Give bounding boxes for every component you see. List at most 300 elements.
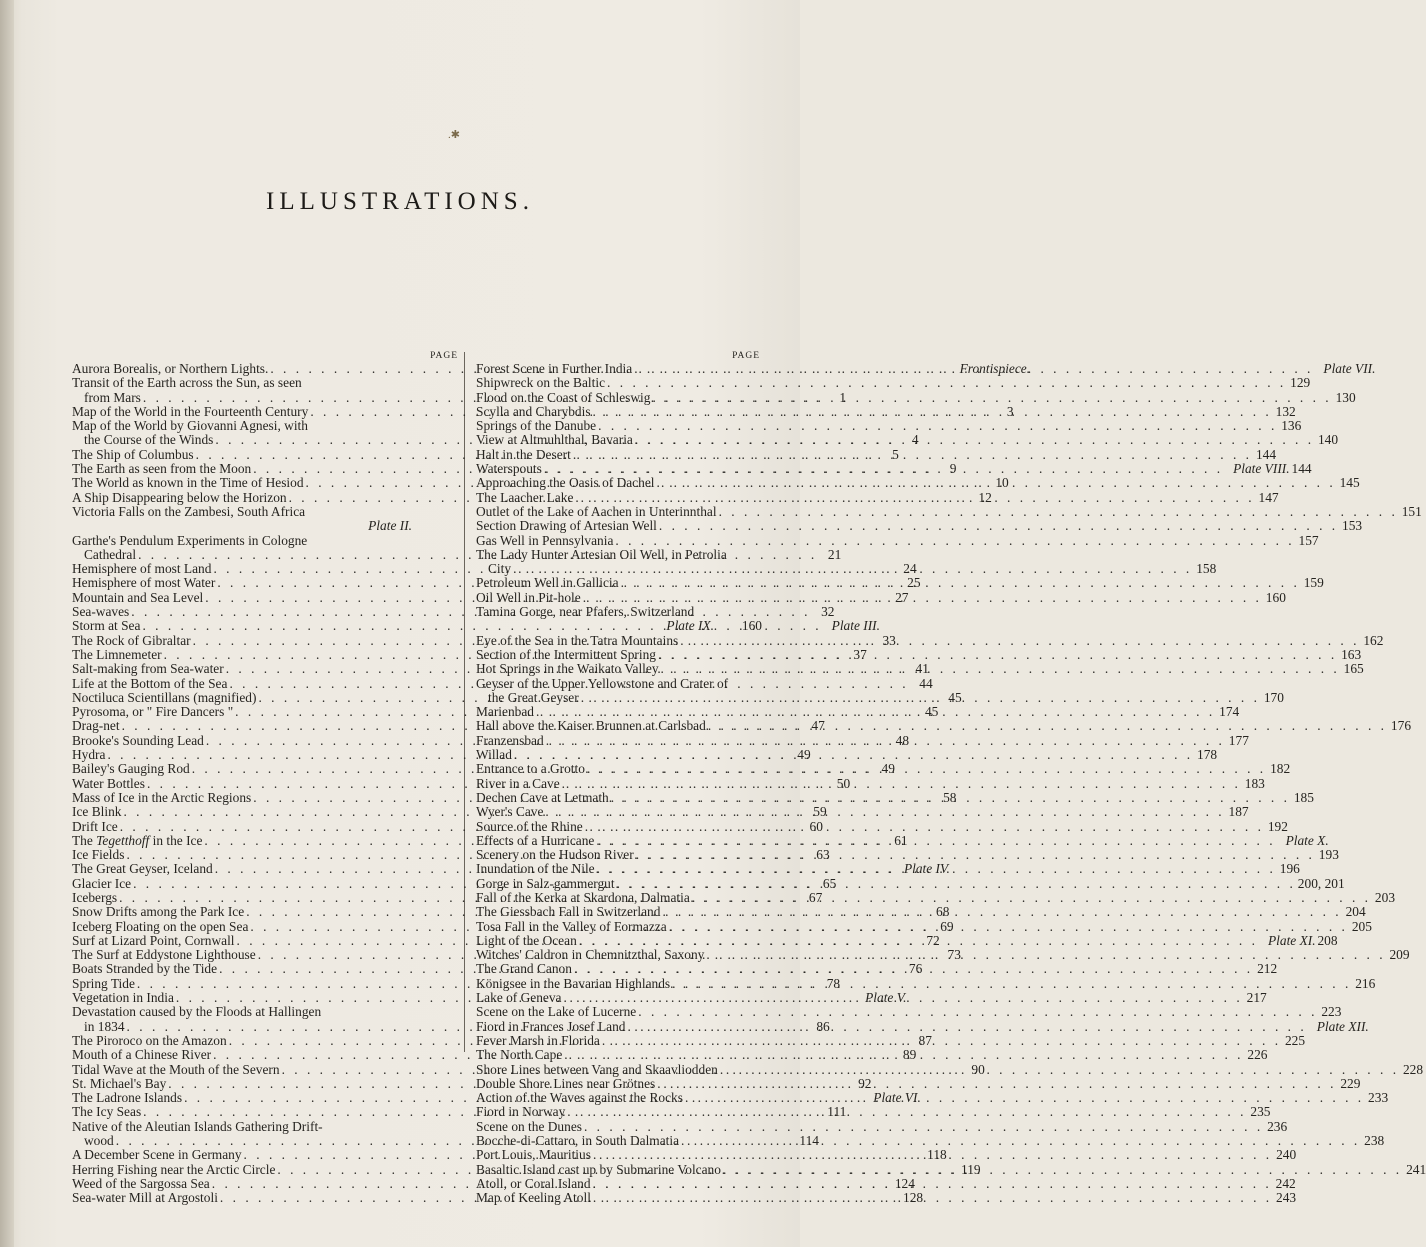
- entry-title: Garthe's Pendulum Experiments in Cologne: [72, 532, 308, 548]
- dot-leader: [591, 405, 1274, 419]
- illustration-entry: [476, 461, 1312, 477]
- dot-leader: [605, 376, 1288, 390]
- page-number: 225: [1284, 1032, 1306, 1048]
- entry-title: Forest Scene in Further India: [476, 361, 633, 376]
- plate-label: Plate XII.: [1316, 1018, 1369, 1034]
- dot-leader: [573, 491, 1256, 505]
- page-number: 59: [813, 804, 827, 820]
- entry-title: Scylla and Charybdis: [476, 403, 591, 419]
- entry-title: Lake of Geneva: [476, 990, 562, 1006]
- entry-title: Hemisphere of most Water: [72, 575, 216, 591]
- entry-title: Aurora Borealis, or Northern Lights.: [72, 361, 269, 376]
- entry-title: View at Altmuhlthal, Bavaria: [476, 432, 633, 448]
- plate-label: Plate III.: [831, 618, 880, 634]
- page-number: 44: [919, 675, 933, 691]
- plate-label: Plate VI.: [873, 1090, 921, 1106]
- page-number: 33: [882, 632, 896, 648]
- entry-title: Fall of the Kerka at Skardona, Dalmatia: [476, 889, 690, 905]
- entry-title: Boats Stranded by the Tide: [72, 961, 218, 977]
- entry-title: Ice Fields: [72, 847, 125, 863]
- entry-title: Hemisphere of most Land: [72, 561, 212, 577]
- entry-title: The Rock of Gibraltar: [72, 632, 191, 648]
- page-number: 45: [924, 704, 939, 720]
- page-number: 205: [1351, 918, 1372, 934]
- page-number: 5: [892, 446, 899, 462]
- entry-title: Inundation of the Nile: [476, 861, 595, 877]
- entry-title: The Earth as seen from the Moon: [72, 461, 252, 477]
- illustration-entry: [476, 375, 1311, 391]
- page-number: 87: [918, 1032, 932, 1048]
- illustration-entry: [476, 418, 1302, 434]
- page-number: 233: [1368, 1090, 1389, 1106]
- page-number: 185: [1293, 789, 1314, 805]
- page-number: 228: [1402, 1061, 1424, 1077]
- page-title: ILLUSTRATIONS.: [266, 188, 534, 215]
- page-number: 47: [811, 718, 825, 734]
- entry-title: Light of the Ocean: [476, 932, 577, 948]
- entry-title: Willad: [476, 747, 512, 763]
- entry-title: Devastation caused by the Floods at Hallingen: [72, 1004, 322, 1020]
- page-number: 177: [1228, 732, 1249, 748]
- entry-title: Witches' Caldron in Chemnitzthal, Saxony: [476, 947, 705, 963]
- page-number: 4: [911, 432, 919, 448]
- page-column-header: PAGE: [732, 351, 760, 361]
- entry-title: Fiord in Norway: [476, 1104, 566, 1120]
- entry-title: Basaltic Island cast up by Submarine Volcano: [476, 1161, 721, 1177]
- page-number: 128: [903, 1190, 924, 1206]
- page-number: 203: [1374, 889, 1396, 905]
- plate-label: Plate II.: [368, 518, 412, 534]
- entry-title: [72, 834, 202, 848]
- entry-title: Pyrosoma, or " Fire Dancers ": [72, 704, 234, 720]
- dot-leader: [656, 648, 1339, 662]
- dot-leader: [534, 705, 1217, 719]
- illustration-entry: [476, 432, 1339, 448]
- illustration-entry: [476, 389, 1356, 405]
- entry-title: Halt in the Desert: [476, 446, 571, 462]
- page-number: 68: [936, 904, 950, 920]
- dot-leader: [717, 505, 1400, 519]
- plate-label: Frontispiece.: [959, 361, 1031, 376]
- dot-leader: [544, 734, 1227, 748]
- entry-title: Section Drawing of Artesian Well: [476, 518, 657, 534]
- page-number: 118: [927, 1147, 947, 1163]
- entry-title: The Ladrone Islands: [72, 1090, 183, 1106]
- dot-leader: [583, 820, 1266, 834]
- dot-leader: [596, 419, 1279, 433]
- page-number: 124: [894, 1175, 915, 1191]
- plate-label: Plate V.: [865, 990, 907, 1006]
- page-number: 240: [1276, 1147, 1297, 1163]
- plate-label: Plate VIII.: [1233, 461, 1290, 477]
- dot-leader: [718, 1063, 1401, 1077]
- page-number: 217: [1246, 990, 1267, 1006]
- entry-title: Mass of Ice in the Arctic Regions: [72, 789, 252, 805]
- dot-leader: [591, 1148, 1274, 1162]
- dot-leader: [571, 448, 1254, 462]
- entry-title: Hot Springs in the Waikato Valley: [476, 661, 659, 677]
- illustration-entry: [476, 548, 762, 562]
- dot-leader: [634, 848, 1317, 862]
- entry-title: from Mars: [84, 389, 141, 405]
- entry-title: Dechen Cave at Letmath: [476, 789, 609, 805]
- entry-title: Flood on the Coast of Schleswig: [476, 389, 651, 405]
- page-number: 176: [1390, 718, 1412, 734]
- page-number: 183: [1244, 775, 1265, 791]
- page-number: 243: [1276, 1190, 1297, 1206]
- entry-title: The World as known in the Time of Hesiod: [72, 475, 304, 491]
- page-number: 160: [1265, 589, 1286, 605]
- entry-title: Source of the Rhine: [476, 818, 583, 834]
- entry-title: Scene on the Lake of Lucerne: [476, 1004, 637, 1020]
- page-number: 119: [961, 1161, 981, 1177]
- entry-title: Snow Drifts among the Park Ice: [72, 904, 245, 920]
- dot-leader: [511, 562, 1194, 576]
- page-number: 90: [971, 1061, 985, 1077]
- dot-leader: [560, 777, 1243, 791]
- entry-title: A Ship Disappearing below the Horizon: [72, 489, 287, 505]
- dot-leader: [600, 1034, 1283, 1048]
- page-number: 157: [1298, 532, 1319, 548]
- page-number: 21: [827, 546, 842, 562]
- entry-title-italic: Tegetthoff: [96, 832, 150, 848]
- entry-title: Approaching the Oasis of Dachel: [476, 475, 655, 491]
- entry-title: wood: [84, 1133, 114, 1149]
- page-number: 209: [1389, 947, 1410, 963]
- plate-label: Plate X.: [1285, 832, 1329, 848]
- entry-title: Noctiluca Scientillans (magnified): [72, 689, 257, 705]
- entry-title: Shipwreck on the Baltic: [476, 375, 606, 391]
- entry-title-part: The: [72, 832, 97, 848]
- page-number: 204: [1345, 904, 1366, 920]
- dot-leader: [572, 962, 1255, 976]
- page-number: 58: [943, 789, 957, 805]
- dot-leader: [543, 805, 1226, 819]
- entry-title: Fiord in Frances Josef Land: [476, 1018, 626, 1034]
- entry-title: Franzensbad: [476, 732, 544, 748]
- page-column-header: PAGE: [430, 351, 458, 361]
- page-number: 193: [1318, 847, 1339, 863]
- page-number: 159: [1303, 575, 1324, 591]
- page-number: 72: [926, 932, 940, 948]
- plate-label: Plate VII.: [1323, 361, 1376, 376]
- page-number: 25: [907, 575, 921, 591]
- page-number: 144: [1255, 446, 1277, 462]
- page-number: 162: [1363, 632, 1384, 648]
- dot-leader: [613, 534, 1296, 548]
- entry-title: St. Michael's Bay: [72, 1075, 167, 1091]
- page-number: 12: [978, 489, 992, 505]
- illustration-entry: [72, 505, 460, 519]
- illustration-entry: [476, 518, 1363, 534]
- entry-title: Geyser of the Upper Yellowstone and Crater of: [476, 675, 729, 691]
- page-number: 114: [799, 1133, 819, 1149]
- illustration-entry: [72, 534, 460, 548]
- page-number: 145: [1339, 475, 1360, 491]
- illustration-entry: [476, 1004, 1342, 1020]
- entry-title: Salt-making from Sea-water: [72, 661, 224, 677]
- dot-leader: [657, 519, 1340, 533]
- entry-title: Tidal Wave at the Mouth of the Severn: [72, 1061, 280, 1077]
- dot-leader: [690, 891, 1373, 905]
- dot-leader: [582, 1120, 1265, 1134]
- page-number: 89: [902, 1047, 917, 1063]
- page-number: 24: [903, 561, 917, 577]
- entry-title: Map of the World by Giovanni Agnesi, with: [72, 418, 308, 434]
- entry-title: The Icy Seas: [72, 1104, 142, 1120]
- entry-title: The Grand Canon: [476, 961, 572, 977]
- page-number: 86: [816, 1018, 830, 1034]
- entry-title: Victoria Falls on the Zambesi, South Africa: [72, 503, 306, 519]
- entry-title: Vegetation in India: [72, 990, 174, 1006]
- entry-title: Map of the World in the Fourteenth Century: [72, 403, 309, 419]
- dot-leader: [626, 1020, 1309, 1034]
- entry-title: Native of the Aleutian Islands Gathering Drift-: [72, 1118, 323, 1134]
- entry-title: Herring Fishing near the Arctic Circle: [72, 1161, 276, 1177]
- entry-title: Wyer's Cave: [476, 804, 544, 820]
- dot-leader: [633, 433, 1316, 447]
- entry-title: Atoll, or Coral Island: [476, 1175, 591, 1191]
- dot-leader: [670, 977, 1353, 991]
- page-number: 170: [1263, 689, 1284, 705]
- page-number: 238: [1364, 1133, 1385, 1149]
- page-number: 182: [1270, 761, 1291, 777]
- dot-leader: [579, 691, 1262, 705]
- page-number: 241: [1406, 1161, 1426, 1177]
- dot-leader: [581, 591, 1264, 605]
- entry-title: Port Louis, Mauritius: [476, 1147, 591, 1163]
- entry-title: Section of the Intermittent Spring: [476, 646, 656, 662]
- page-number: 153: [1342, 518, 1363, 534]
- entry-title: Action of the Waves against the Rocks: [476, 1090, 683, 1106]
- entry-title: Sea-waves: [72, 604, 130, 620]
- page-number: 37: [853, 646, 867, 662]
- entry-title: The Giessbach Fall in Switzerland: [476, 904, 661, 920]
- page-number: 45: [948, 689, 962, 705]
- ink-mark: .✱: [448, 129, 460, 141]
- dot-leader: [636, 1005, 1319, 1019]
- dot-leader: [609, 791, 1292, 805]
- entry-title: Icebergs: [72, 889, 118, 905]
- entry-title: Fever Marsh in Florida: [476, 1032, 600, 1048]
- page-number: 63: [816, 847, 830, 863]
- dot-leader: [650, 391, 1333, 405]
- dot-leader: [667, 920, 1350, 934]
- dot-leader: [632, 362, 1315, 376]
- page-number: 144: [1291, 461, 1312, 477]
- entry-title: River in a Cave: [476, 775, 560, 791]
- entry-title: Surf at Lizard Point, Cornwall: [72, 932, 235, 948]
- page-number: 65: [822, 875, 837, 891]
- illustration-entry: [72, 1005, 460, 1019]
- page-number: 73: [947, 947, 961, 963]
- dot-leader: [565, 1105, 1248, 1119]
- dot-leader: [704, 948, 1387, 962]
- entry-title: Sea-water Mill at Argostoli: [72, 1190, 218, 1206]
- entry-title: Oil Well in Pit-hole: [476, 589, 581, 605]
- dot-leader: [562, 991, 1245, 1005]
- dot-leader: [577, 934, 1260, 948]
- illustration-entry: [72, 1120, 460, 1134]
- entry-title: Brooke's Sounding Lead: [72, 732, 204, 748]
- entry-title: Hall above the Kaiser Brunnen at Carlsbad: [476, 718, 706, 734]
- page-number: 69: [940, 918, 954, 934]
- page-number: 163: [1341, 646, 1362, 662]
- illustration-entry: [476, 403, 1296, 419]
- entry-title: Bocche-di-Cattaro, in South Dalmatia: [476, 1133, 680, 1149]
- dot-leader: [660, 905, 1343, 919]
- page-number: 140: [1317, 432, 1339, 448]
- entry-title: Life at the Bottom of the Sea: [72, 675, 228, 691]
- dot-leader: [721, 1163, 1404, 1177]
- entry-title: Iceberg Floating on the open Sea: [72, 918, 249, 934]
- dot-leader: [615, 877, 1298, 891]
- dot-leader: [659, 662, 1342, 676]
- page-number: 178: [1197, 747, 1218, 763]
- plate-label: Plate IV.: [903, 861, 950, 877]
- entry-title: Effects of a Hurricane: [476, 832, 595, 848]
- entry-title: Eye of the Sea in the Tatra Mountains: [476, 632, 679, 648]
- entry-title: The Great Geyser, Iceland: [72, 861, 213, 877]
- page-number: 10: [995, 475, 1009, 491]
- dot-leader: [585, 762, 1268, 776]
- dot-leader: [591, 1177, 1274, 1191]
- page-number: 1: [839, 389, 847, 405]
- page-number: 229: [1340, 1075, 1361, 1091]
- dot-leader: [655, 1077, 1338, 1091]
- page-number: 216: [1355, 975, 1376, 991]
- entry-title: Outlet of the Lake of Aachen in Unterinnthal: [476, 503, 717, 519]
- page-number: 212: [1257, 961, 1278, 977]
- entry-title: the Course of the Winds: [84, 432, 214, 448]
- dot-leader: [542, 462, 1225, 476]
- entry-title: Königsee in the Bavarian Highlands: [476, 975, 671, 991]
- page-number: 41: [915, 661, 929, 677]
- dot-leader: [562, 1048, 1245, 1062]
- page-number: 196: [1279, 861, 1300, 877]
- entry-title: Cathedral: [84, 546, 137, 562]
- dot-leader: [679, 1134, 1362, 1148]
- page-number: 235: [1250, 1104, 1271, 1120]
- illustration-entry: [476, 605, 762, 619]
- page-number: 78: [826, 975, 841, 991]
- page-number: 151: [1401, 503, 1422, 519]
- dot-leader: [683, 1091, 1366, 1105]
- entry-title: Drag-net: [72, 718, 120, 734]
- page-number: 92: [858, 1075, 872, 1091]
- page-number: 49: [881, 761, 895, 777]
- dot-leader: [678, 634, 1361, 648]
- entry-title: The Ship of Columbus: [72, 446, 194, 462]
- page-number: 130: [1335, 389, 1356, 405]
- page-number: 160: [741, 618, 762, 634]
- page-number: 236: [1267, 1118, 1288, 1134]
- page-number: 32: [821, 604, 835, 620]
- page-number: 27: [895, 589, 909, 605]
- dot-leader: [591, 1191, 1274, 1205]
- entry-title: Weed of the Sargossa Sea: [72, 1175, 210, 1191]
- illustration-entry: [476, 446, 1277, 462]
- illustration-entry: [476, 503, 1422, 519]
- page-number: 50: [836, 775, 851, 791]
- illustration-entry: [476, 1118, 1288, 1134]
- page-number: 111: [827, 1104, 847, 1120]
- entry-title: The Surf at Eddystone Lighthouse: [72, 947, 256, 963]
- page-number: 60: [809, 818, 823, 834]
- entry-title: The Lady Hunter Artesian Oil Well, in Petrolia: [476, 546, 727, 562]
- page-number: 67: [808, 889, 823, 905]
- entry-title-part: in the Ice: [149, 832, 203, 848]
- dot-leader: [512, 748, 1195, 762]
- plate-label: Plate XI.: [1267, 932, 1316, 948]
- entry-title: Bailey's Gauging Rod: [72, 761, 190, 777]
- entry-title: Ice Blink: [72, 804, 122, 820]
- page-number: 223: [1321, 1004, 1342, 1020]
- entry-title: Waterspouts: [476, 461, 542, 477]
- entry-title: City: [488, 561, 512, 577]
- page-number: 132: [1275, 403, 1296, 419]
- page-number: 49: [797, 747, 811, 763]
- plate-label: Plate IX.: [666, 618, 714, 634]
- page-number: 158: [1196, 561, 1217, 577]
- page-number: 136: [1281, 418, 1302, 434]
- dot-leader: [619, 576, 1302, 590]
- page-number: 208: [1317, 932, 1338, 948]
- entry-title: the Great Geyser: [488, 689, 579, 705]
- entry-title: Entrance to a Grotto: [476, 761, 585, 777]
- entry-title: Drift Ice: [72, 818, 118, 834]
- entry-title: Mouth of a Chinese River: [72, 1047, 212, 1063]
- plate-line: [72, 519, 460, 533]
- page-number: 174: [1219, 704, 1240, 720]
- illustration-entry: [72, 376, 460, 390]
- page-number: 3: [1006, 403, 1014, 419]
- entry-title: A December Scene in Germany: [72, 1147, 242, 1163]
- plate-line: [476, 619, 762, 633]
- dot-leader: [594, 834, 1277, 848]
- entry-title: Storm at Sea: [72, 618, 141, 634]
- illustration-entry: [476, 532, 1319, 548]
- entry-title: Shore Lines between Vang and Skaavliodden: [476, 1061, 718, 1077]
- entry-title: The Limnemeter: [72, 646, 162, 662]
- entry-title: Scene on the Dunes: [476, 1118, 582, 1134]
- entry-title: Tosa Fall in the Valley of Formazza: [476, 918, 667, 934]
- entry-title: Gas Well in Pennsylvania: [476, 532, 614, 548]
- entry-title: in 1834: [84, 1018, 125, 1034]
- page-number: 242: [1275, 1175, 1296, 1191]
- entry-title: Hydra: [72, 747, 106, 763]
- page-number: 192: [1267, 818, 1288, 834]
- page-number: 200, 201: [1297, 875, 1345, 891]
- page-number: 165: [1343, 661, 1364, 677]
- entry-title: Water Bottles: [72, 775, 145, 791]
- entry-title: Transit of the Earth across the Sun, as seen: [72, 375, 302, 391]
- entry-title: Gorge in Salz-gammergut: [476, 875, 615, 891]
- entry-title: The Piroroco on the Amazon: [72, 1032, 227, 1048]
- illustration-entry: [72, 419, 460, 433]
- entry-title: Tamina Gorge, near Pfafers, Switzerland: [476, 604, 695, 620]
- page-number: 147: [1258, 489, 1279, 505]
- page-number: 76: [908, 961, 923, 977]
- entry-title: Spring Tide: [72, 975, 135, 991]
- page-number: 9: [949, 461, 957, 477]
- dot-leader: [595, 862, 1278, 876]
- entry-title: Scenery on the Hudson River: [476, 847, 634, 863]
- entry-title: Petroleum Well in Gallicia: [476, 575, 619, 591]
- page-number: 48: [895, 732, 910, 748]
- entry-title: Marienbad: [476, 704, 535, 720]
- entry-title: The North Cape: [476, 1047, 563, 1063]
